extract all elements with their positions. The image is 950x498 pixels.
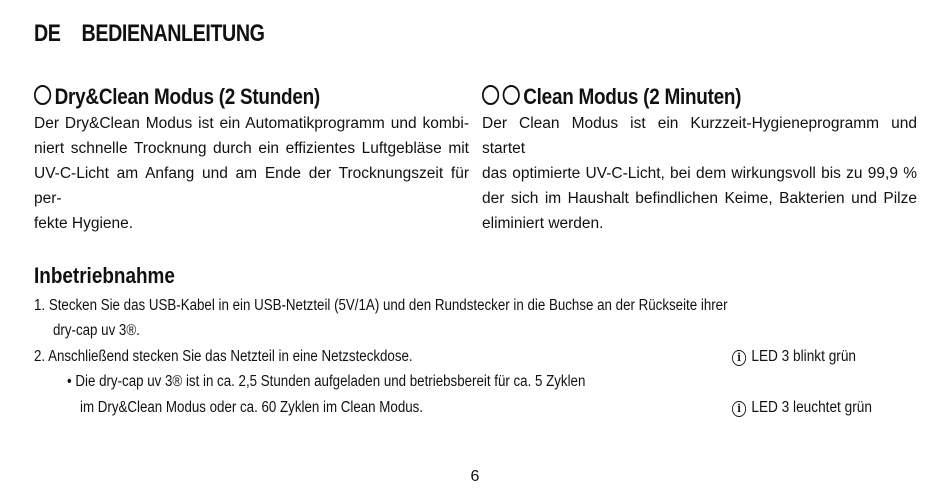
dryclean-line: UV-C-Licht am Anfang und am Ende der Trocknungszeit für per-: [34, 165, 469, 207]
dryclean-section: [34, 83, 469, 236]
manual-title: BEDIENANLEITUNG: [81, 20, 265, 47]
clean-line: Der Clean Modus ist ein Kurzzeit-Hygieneprogramm und startet: [482, 115, 917, 157]
setup-step-1-cont: dry-cap uv 3®.: [53, 322, 140, 339]
page-number: 6: [470, 468, 480, 485]
page-header: [34, 20, 265, 48]
clean-line: der sich im Haushalt befindlichen Keime, Bakterien und Pilze: [482, 190, 917, 207]
clean-title: Clean Modus (2 Minuten): [482, 83, 856, 111]
setup-step-2: 2. Anschließend stecken Sie das Netzteil in eine Netzsteckdose.: [34, 348, 413, 365]
clean-line: eliminiert werden.: [482, 215, 604, 232]
clean-section: [482, 83, 917, 236]
info-icon: i: [732, 401, 746, 417]
setup-title: Inbetriebnahme: [34, 263, 175, 288]
language-code: DE: [34, 20, 61, 47]
dryclean-line: fekte Hygiene.: [34, 215, 134, 232]
setup-step-1: 1. Stecken Sie das USB-Kabel in ein USB-Netzteil (5V/1A) und den Rundstecker in die Buchse an der Rückseite ihrer: [34, 297, 728, 314]
circle-icon: [503, 85, 520, 105]
circle-icon: [482, 85, 499, 105]
setup-bullet: • Die dry-cap uv 3® ist in ca. 2,5 Stunden aufgeladen und betriebsbereit für ca. 5 Zyklen: [67, 373, 586, 390]
clean-description: [482, 111, 917, 236]
circle-icon: [34, 85, 51, 105]
setup-bullet-cont: im Dry&Clean Modus oder ca. 60 Zyklen im Clean Modus.: [80, 399, 424, 416]
clean-line: das optimierte UV-C-Licht, bei dem wirkungsvoll bis zu 99,9 %: [482, 165, 917, 182]
dryclean-line: Der Dry&Clean Modus ist ein Automatikprogramm und kombi-: [34, 115, 469, 132]
dryclean-title: Dry&Clean Modus (2 Stunden): [34, 83, 408, 111]
dryclean-line: niert schnelle Trocknung durch ein effizientes Luftgebläse mit: [34, 140, 469, 157]
info-icon: i: [732, 350, 746, 366]
led-info-blink: i LED 3 blinkt grün: [732, 344, 856, 369]
dryclean-description: [34, 111, 469, 236]
led-info-steady: i LED 3 leuchtet grün: [732, 395, 872, 420]
